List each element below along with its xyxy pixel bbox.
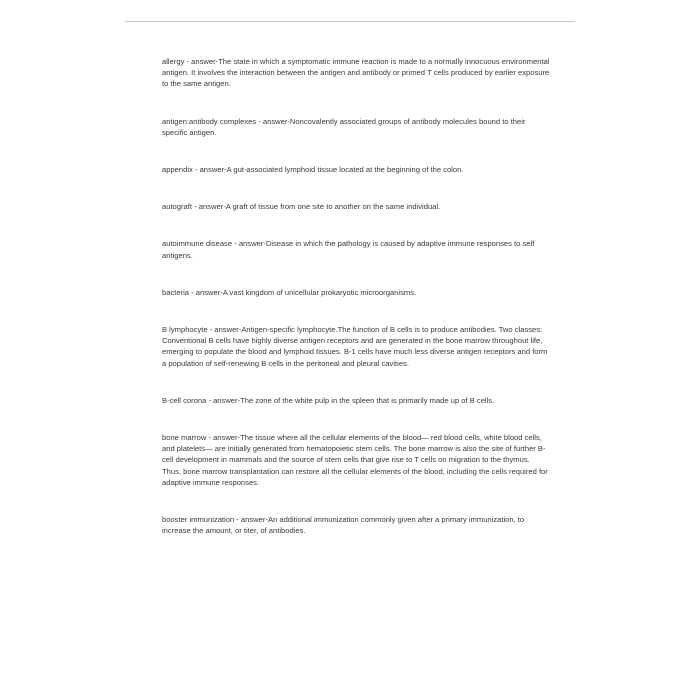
glossary-entry-booster-immunization: [162, 514, 550, 536]
entry-separator: - answer-: [206, 433, 241, 443]
entry-term: allergy: [162, 57, 185, 66]
entry-separator: - answer-: [207, 325, 242, 335]
entry-separator: - answer-: [192, 165, 227, 175]
glossary-entry-bone-marrow: [162, 432, 550, 488]
entry-term: appendix: [162, 165, 193, 175]
entry-definition: An additional immunization commonly given after a primary immunization, to increase the amount, or titer, of antibodies.: [162, 515, 525, 536]
entry-separator: - answer-: [232, 239, 266, 249]
entry-definition: A vast kingdom of unicellular prokaryotic microorganisms.: [222, 287, 417, 297]
entry-separator: - answer-: [191, 202, 226, 212]
entry-definition: Antigen-specific lymphocyte.The function of B cells is to produce antibodies. Two classes: Conventional B cells have highly diverse antigen receptors and are generated in the bone marrow throughout life, emerging to populate the blood and lymphoid tissues. B-1 cells have much less diverse antigen receptors and form a population of self-renewing B cells in the peritoneal and pleural cavities.: [162, 325, 548, 368]
entry-definition: The zone of the white pulp in the spleen that is primarily made up of B cells.: [240, 395, 495, 405]
entry-term: B-cell corona: [162, 395, 207, 405]
entry-term: autograft: [162, 202, 192, 212]
glossary-entry-appendix: [162, 164, 550, 175]
entry-term: booster immunization: [162, 515, 235, 525]
entry-definition: The tissue where all the cellular elements of the blood— red blood cells, white blood cells, and platelets— are initially generated from hematopoietic stem cells. The bone marrow is also the site of further B-cell development in mammals and the source of stem cells that give rise to T cells on migration to the thymus. Thus, bone marrow transplantation can restore all the cellular elements of the blood, including the cells required for adaptive immune responses.: [162, 433, 548, 487]
entry-separator: - answer-: [256, 116, 290, 126]
entry-separator: - answer-: [234, 515, 268, 525]
glossary-entry-antigen-antibody-complexes: [162, 116, 550, 138]
header-rule: [125, 21, 575, 22]
entry-separator: - answer-: [206, 395, 241, 405]
entry-term: bacteria: [162, 287, 190, 297]
glossary-entry-b-cell-corona: [162, 395, 550, 406]
entry-term: antigen:antibody complexes: [162, 116, 257, 126]
entry-definition: A graft of tissue from one site to another on the same individual.: [225, 202, 441, 212]
glossary-entry-bacteria: [162, 287, 550, 298]
entry-separator: - answer-: [189, 287, 223, 297]
entry-definition: The state in which a symptomatic immune reaction is made to a normally innocuous environmental antigen. It involves the interaction between the antigen and antibody or primed T cells produced by earlier exposure to the same antigen.: [162, 57, 550, 89]
glossary-entry-autoimmune-disease: [162, 238, 550, 260]
entry-term: bone marrow: [162, 433, 207, 443]
glossary-entry-b-lymphocyte: [162, 324, 550, 369]
glossary-entries: [162, 56, 550, 562]
entry-term: autoimmune disease: [162, 239, 233, 249]
glossary-entry-autograft: [162, 201, 550, 212]
entry-definition: Noncovalently associated groups of antibody molecules bound to their specific antigen.: [162, 116, 526, 137]
entry-definition: Disease in which the pathology is caused by adaptive immune responses to self antigens.: [162, 239, 535, 260]
glossary-entry-allergy: [162, 56, 550, 90]
entry-definition: A gut-associated lymphoid tissue located at the beginning of the colon.: [226, 165, 464, 175]
entry-separator: - answer-: [184, 57, 219, 66]
entry-term: B lymphocyte: [162, 325, 208, 335]
